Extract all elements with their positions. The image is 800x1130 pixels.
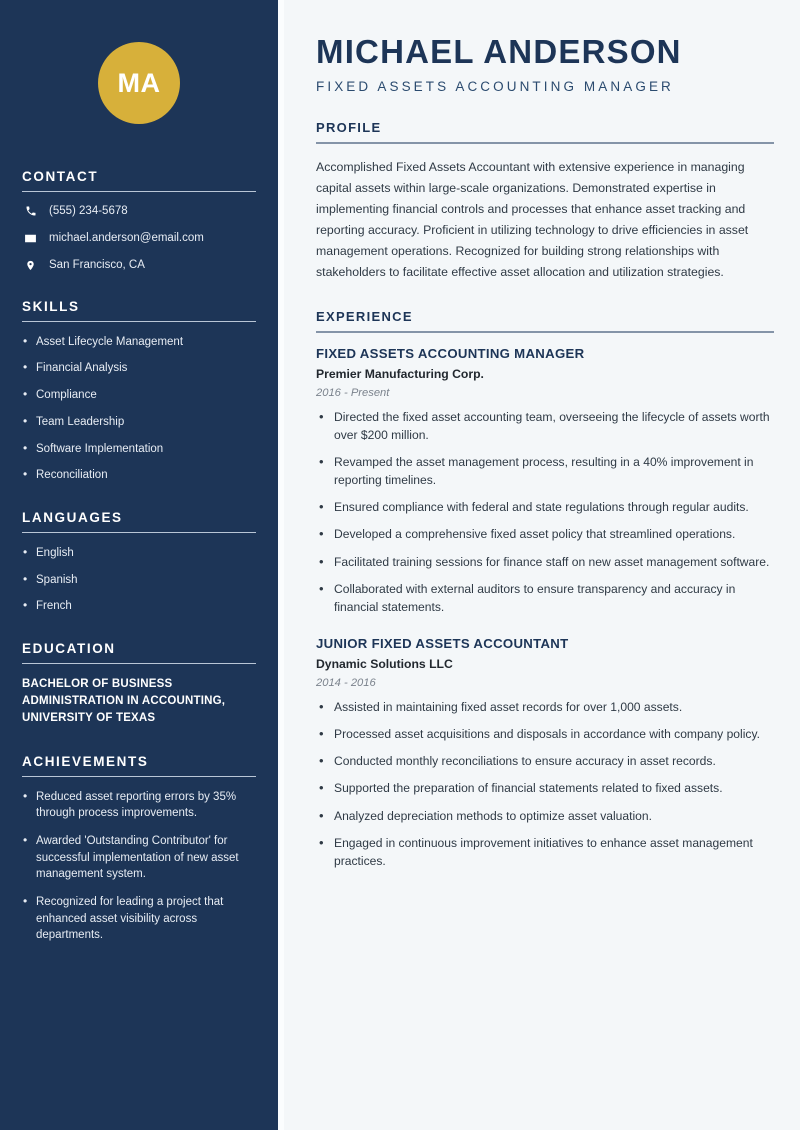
achievements-list xyxy=(22,789,256,944)
education-section xyxy=(22,641,256,728)
list-item: • Awarded 'Outstanding Contributor' for successful implementation of new asset management system. xyxy=(22,833,256,883)
page-title: MICHAEL ANDERSON xyxy=(316,33,682,70)
main-content xyxy=(284,0,800,1130)
skills-heading-rule xyxy=(22,321,256,322)
list-item: • Conducted monthly reconciliations to ensure accuracy in asset records. xyxy=(316,752,774,770)
contact-heading: CONTACT xyxy=(22,169,99,184)
header-job-subtitle: FIXED ASSETS ACCOUNTING MANAGER xyxy=(316,79,674,95)
experience-job-title: JUNIOR FIXED ASSETS ACCOUNTANT xyxy=(316,636,569,651)
profile-text: Accomplished Fixed Assets Accountant with extensive experience in managing capital assets within large-scale organizations. Demonstrated expertise in implementing financial controls and processes that enhance asset tracking and reporting accuracy. Proficient in utilizing technology to drive efficiencies in asset management operations. Recognized for building strong relationships with stakeholders to facilitate effective asset allocation and utilization strategies. xyxy=(316,159,749,280)
experience-dates: 2014 - 2016 xyxy=(316,677,376,689)
experience-entry xyxy=(316,636,774,870)
list-item: • Reduced asset reporting errors by 35% through process improvements. xyxy=(22,789,256,822)
list-item: • Revamped the asset management process, resulting in a 40% improvement in reporting timelines. xyxy=(316,453,774,489)
list-item: • Asset Lifecycle Management xyxy=(22,334,256,351)
languages-heading: LANGUAGES xyxy=(22,509,123,525)
experience-entry xyxy=(316,346,774,616)
experience-bullet-list xyxy=(316,698,774,870)
profile-section xyxy=(316,120,774,283)
experience-company: Premier Manufacturing Corp. xyxy=(316,366,484,381)
achievements-section xyxy=(22,754,256,944)
list-item: • Reconciliation xyxy=(22,467,256,484)
profile-heading: PROFILE xyxy=(316,120,382,136)
contact-section xyxy=(22,169,256,273)
list-item: • Compliance xyxy=(22,387,256,404)
education-heading-rule xyxy=(22,663,256,664)
list-item: • Spanish xyxy=(22,572,256,589)
envelope-icon xyxy=(22,232,39,245)
avatar-initials: MA xyxy=(98,42,180,124)
achievements-heading: ACHIEVEMENTS xyxy=(22,753,149,769)
list-item: • French xyxy=(22,598,256,615)
sidebar xyxy=(0,0,278,1130)
experience-company: Dynamic Solutions LLC xyxy=(316,657,453,671)
experience-heading-rule xyxy=(316,331,774,332)
skills-list xyxy=(22,334,256,484)
skills-heading: SKILLS xyxy=(22,298,80,314)
list-item: • Developed a comprehensive fixed asset policy that streamlined operations. xyxy=(316,525,774,543)
list-item: • Engaged in continuous improvement initiatives to enhance asset management practices. xyxy=(316,834,774,870)
education-heading: EDUCATION xyxy=(22,640,116,656)
phone-icon xyxy=(22,205,39,217)
list-item: • Assisted in maintaining fixed asset records for over 1,000 assets. xyxy=(316,698,774,716)
languages-heading-rule xyxy=(22,532,256,533)
list-item: • Supported the preparation of financial statements related to fixed assets. xyxy=(316,779,774,797)
experience-bullet-list xyxy=(316,408,774,616)
list-item: • Team Leadership xyxy=(22,414,256,431)
profile-heading-rule xyxy=(316,142,774,143)
list-item: • Software Implementation xyxy=(22,441,256,458)
list-item: • Recognized for leading a project that enhanced asset visibility across departments. xyxy=(22,894,256,944)
list-item: • English xyxy=(22,545,256,562)
contact-item-location[interactable] xyxy=(22,258,256,273)
education-degree: BACHELOR OF BUSINESS ADMINISTRATION IN ACCOUNTING, UNIVERSITY OF TEXAS xyxy=(22,677,226,725)
contact-heading-rule xyxy=(22,191,256,192)
location-pin-icon xyxy=(22,259,39,272)
contact-email-value: michael.anderson@email.com xyxy=(49,231,204,244)
experience-job-title: FIXED ASSETS ACCOUNTING MANAGER xyxy=(316,345,585,361)
list-item: • Facilitated training sessions for finance staff on new asset management software. xyxy=(316,553,774,571)
experience-dates: 2016 - Present xyxy=(316,386,390,399)
contact-item-phone[interactable] xyxy=(22,204,256,219)
list-item: • Collaborated with external auditors to ensure transparency and accuracy in financial statements. xyxy=(316,580,774,616)
avatar-container xyxy=(22,0,256,134)
list-item: • Ensured compliance with federal and state regulations through regular audits. xyxy=(316,498,774,516)
languages-section xyxy=(22,510,256,615)
contact-phone-value: (555) 234-5678 xyxy=(49,205,128,217)
languages-list xyxy=(22,545,256,615)
contact-location-value: San Francisco, CA xyxy=(49,258,145,271)
list-item: • Financial Analysis xyxy=(22,360,256,377)
contact-list xyxy=(22,204,256,273)
list-item: • Directed the fixed asset accounting team, overseeing the lifecycle of assets worth over $200 million. xyxy=(316,408,774,444)
achievements-heading-rule xyxy=(22,776,256,777)
contact-item-email[interactable] xyxy=(22,231,256,246)
experience-heading: EXPERIENCE xyxy=(316,309,413,325)
list-item: • Processed asset acquisitions and disposals in accordance with company policy. xyxy=(316,725,774,743)
skills-section xyxy=(22,299,256,484)
list-item: • Analyzed depreciation methods to optimize asset valuation. xyxy=(316,807,774,825)
experience-section xyxy=(316,309,774,870)
